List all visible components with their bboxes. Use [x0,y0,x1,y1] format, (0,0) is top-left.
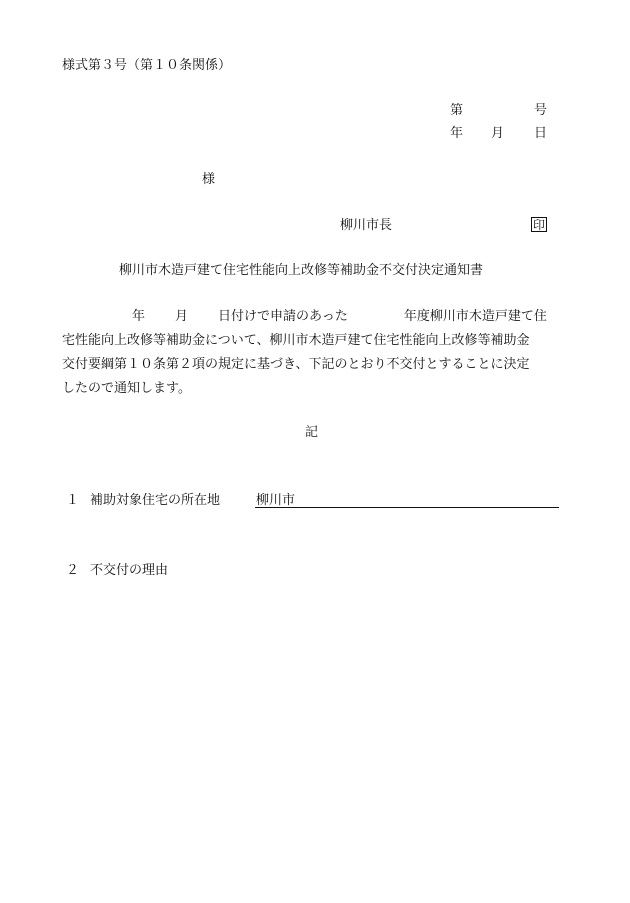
body-paragraph [62,305,562,401]
form-label: 様式第３号（第１０条関係） [62,58,232,73]
body-line-3: 交付要綱第１０条第２項の規定に基づき、下記のとおり不交付とすることに決定 [62,357,530,372]
body-line-2: 宅性能向上改修等補助金について、柳川市木造戸建て住宅性能向上改修等補助金 [62,333,530,348]
date-year: 年 [450,126,464,141]
item-1-label: 補助対象住宅の所在地 [90,493,221,508]
document-title: 柳川市木造戸建て住宅性能向上改修等補助金不交付決定通知書 [119,263,484,278]
issuer-title: 柳川市長 [340,218,393,233]
body-line-1-fy: 年度柳川市木造戸建て住 [403,309,547,324]
document-number-prefix: 第 [450,103,464,118]
addressee-suffix: 様 [202,172,216,187]
location-field [255,491,559,508]
date-day: 日 [534,126,548,141]
item-2-label: 不交付の理由 [90,563,169,578]
item-2-number: ２ [66,563,80,578]
date-month: 月 [491,126,505,141]
body-line-4: したので通知します。 [62,381,191,396]
item-1-number: １ [66,493,80,508]
body-line-1-text: 日付けで申請のあった [218,309,348,324]
ki-marker: 記 [305,425,319,440]
body-blank-year: 年 [132,309,146,324]
body-line-1 [62,305,562,329]
document-number-suffix: 号 [534,103,548,118]
body-blank-month: 月 [175,309,189,324]
item-1-value: 柳川市 [256,493,296,508]
seal-mark: 印 [533,218,546,232]
